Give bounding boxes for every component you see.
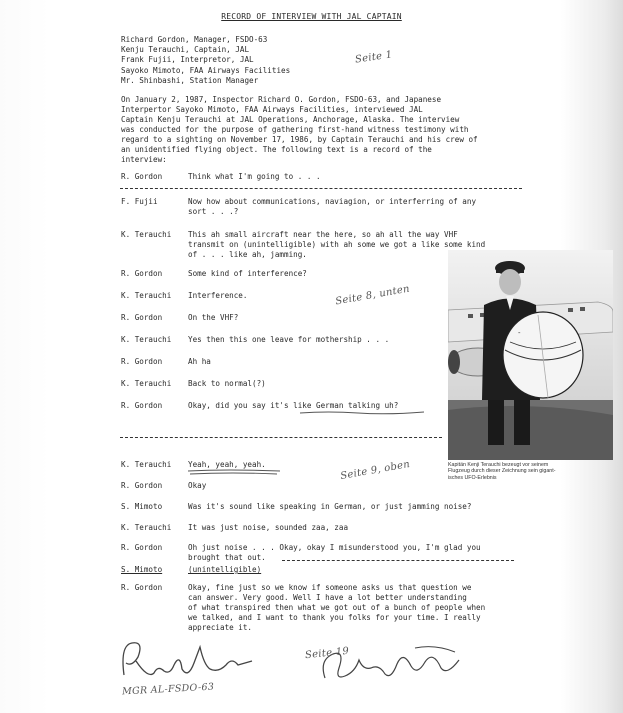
dialogue-text: Okay, fine just so we know if someone asks us that question we can answer. Very good. Well I have a lot better understanding of what transpired then what we got out of a bunch of people when we talked, and I want to thank you folks for your time. I really appreciate it. [188, 583, 486, 632]
photo-caption: Kapitän Kenji Terauchi bezeugt vor seinem Flugzeug durch dieser Zeichnung sein gigant- isches UFO-Erlebnis [448, 462, 556, 481]
dialogue-text: (unintelligible) [188, 565, 262, 574]
speaker-label: S. Mimoto [121, 502, 163, 511]
speaker-label: K. Terauchi [121, 379, 172, 388]
svg-text:-: - [518, 329, 521, 337]
speaker-label: K. Terauchi [121, 523, 172, 532]
speaker-label: R. Gordon [121, 313, 163, 322]
omission-dash-line [120, 437, 442, 438]
dialogue-text: Yes then this one leave for mothership . . . [188, 335, 390, 344]
dialogue-text: Okay, did you say it's like German talking uh? [188, 401, 399, 410]
speaker-label: R. Gordon [121, 481, 163, 490]
dialogue-text: This ah small aircraft near the here, so ah all the way VHF transmit on (unintelligible) with ah some we got a like some kind of . . . like ah, jamming. [188, 230, 486, 259]
dialogue-text: Was it's sound like speaking in German, or just jamming noise? [188, 502, 472, 511]
document-title: RECORD OF INTERVIEW WITH JAL CAPTAIN [221, 12, 402, 21]
speaker-label: R. Gordon [121, 583, 163, 592]
handwritten-note-seite-19: Seite 19 [304, 645, 350, 662]
speaker-label: K. Terauchi [121, 230, 172, 239]
handwritten-underline [298, 410, 426, 416]
speaker-label: R. Gordon [121, 543, 163, 552]
attendee: Mr. Shinbashi, Station Manager [121, 75, 259, 85]
handwritten-note-seite-1: Seite 1 [354, 49, 394, 66]
signature-note: MGR AL-FSDO-63 [121, 681, 215, 698]
speaker-label: R. Gordon [121, 357, 163, 366]
gordon-signature [118, 635, 258, 685]
dialogue-text: Some kind of interference? [188, 269, 307, 278]
speaker-label: K. Terauchi [121, 460, 172, 469]
speaker-label: R. Gordon [121, 172, 163, 181]
attendee: Kenju Terauchi, Captain, JAL [121, 45, 250, 55]
attendee: Richard Gordon, Manager, FSDO-63 [121, 35, 268, 44]
captain-photo-illustration [448, 250, 613, 460]
dialogue-text: Think what I'm going to . . . [188, 172, 321, 181]
handwritten-note-seite-9: Seite 9, oben [339, 458, 411, 483]
intro-paragraph: On January 2, 1987, Inspector Richard O. Gordon, FSDO-63, and Japanese Interpertor Sayoko Mimoto, FAA Airways Facilities, interviewed JAL Captain Kenju Terauchi at JAL Operations, Anchorage, Alaska. The interview was conducted for the purpose of gathering first-hand witness testimony with regard to a sighting on November 17, 1986, by Captain Terauchi and his crew of an unidentified flying object. The following text is a record of the interview: [121, 95, 478, 164]
speaker-label: R. Gordon [121, 401, 163, 410]
dialogue-text: Oh just noise . . . Okay, okay I misunderstood you, I'm glad you brought that out. [188, 543, 481, 562]
speaker-label: R. Gordon [121, 269, 163, 278]
handwritten-note-seite-8: Seite 8, unten [334, 283, 411, 308]
speaker-label: F. Fujii [121, 197, 158, 206]
attendee: Sayoko Mimoto, FAA Airways Facilities [121, 65, 291, 75]
speaker-label: S. Mimoto [121, 565, 163, 574]
speaker-label: K. Terauchi [121, 335, 172, 344]
dialogue-text: Back to normal(?) [188, 379, 266, 388]
dialogue-text: Interference. [188, 291, 248, 300]
dialogue-text: On the VHF? [188, 313, 239, 322]
dialogue-text: Ah ha [188, 357, 211, 366]
omission-dash-line [120, 188, 522, 189]
captain-photo [448, 250, 613, 460]
mimoto-signature [315, 640, 465, 690]
speaker-label: K. Terauchi [121, 291, 172, 300]
dialogue-text: Yeah, yeah, yeah. [188, 460, 266, 469]
omission-dash-line [282, 560, 514, 561]
dialogue-text: Okay [188, 481, 207, 490]
dialogue-text: Now how about communications, naviagion, or interferring of any sort . . .? [188, 197, 477, 216]
attendee: Frank Fujii, Interpretor, JAL [121, 55, 254, 65]
attendee-list [121, 35, 290, 86]
handwritten-underline [187, 468, 282, 476]
dialogue-text: It was just noise, sounded zaa, zaa [188, 523, 349, 532]
